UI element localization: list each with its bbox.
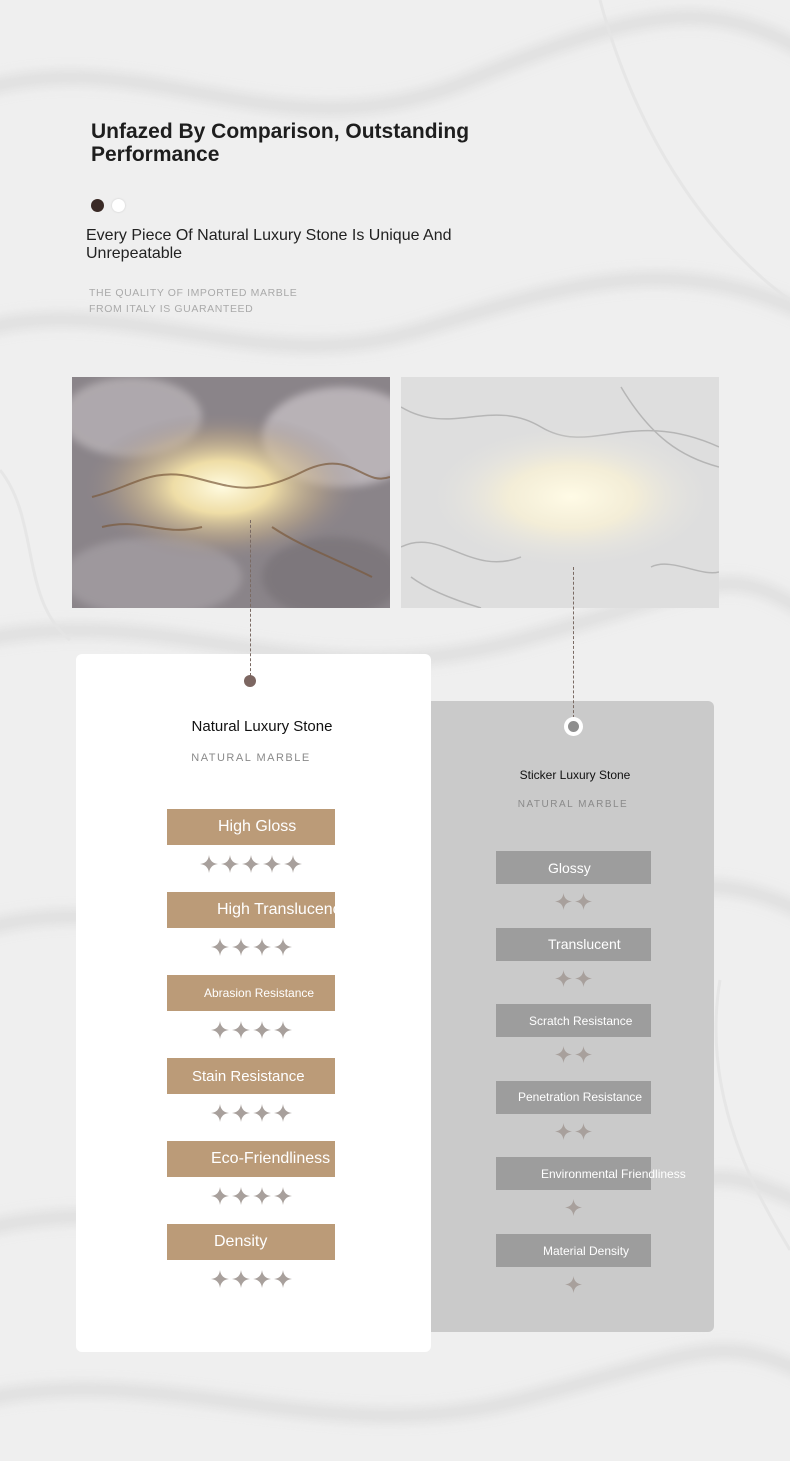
sticker-feature-rating (555, 970, 592, 987)
sticker-feature-label: Environmental Friendliness (541, 1166, 686, 1181)
sticker-connector-line (573, 567, 574, 718)
natural-feature-rating (211, 1104, 292, 1122)
star-icon (253, 938, 271, 956)
natural-feature-label: Density (214, 1233, 268, 1250)
sticker-feature-tag (496, 1157, 686, 1190)
star-icon (211, 1187, 229, 1205)
sticker-card-title: Sticker Luxury Stone (519, 768, 631, 782)
sticker-feature-label: Scratch Resistance (529, 1013, 633, 1028)
star-icon (555, 893, 572, 910)
star-icon (274, 938, 292, 956)
carousel-dots (91, 199, 125, 212)
star-icon (232, 1187, 250, 1205)
natural-feature-tag (167, 892, 349, 928)
sticker-feature-rating (565, 1199, 582, 1216)
natural-feature-rating (211, 1270, 292, 1288)
natural-feature-tag (167, 975, 335, 1011)
star-icon (575, 1123, 592, 1140)
sticker-feature-label: Material Density (543, 1243, 630, 1258)
natural-feature-tag (167, 1141, 335, 1177)
sticker-feature-tag (496, 1081, 651, 1114)
star-icon (211, 1021, 229, 1039)
section-subheadline: Every Piece Of Natural Luxury Stone Is Unique And Unrepeatable (86, 227, 452, 262)
sticker-marker-dot (564, 717, 583, 736)
carousel-dot-active[interactable] (91, 199, 104, 212)
sticker-feature-rating (555, 1046, 592, 1063)
star-icon (253, 1187, 271, 1205)
star-icon (253, 1021, 271, 1039)
natural-feature-tag (167, 809, 335, 845)
star-icon (253, 1270, 271, 1288)
star-icon (274, 1021, 292, 1039)
natural-feature-tag (167, 1058, 335, 1094)
star-icon (221, 855, 239, 873)
star-icon (555, 1123, 572, 1140)
sticker-feature-rating (555, 1123, 592, 1140)
star-icon (263, 855, 281, 873)
star-icon (232, 1270, 250, 1288)
sticker-feature-tag (496, 851, 651, 884)
natural-card-title: Natural Luxury Stone (191, 718, 333, 735)
sticker-feature-label: Penetration Resistance (518, 1090, 643, 1105)
sticker-card-subtitle: NATURAL MARBLE (517, 799, 629, 810)
section-headline: Unfazed By Comparison, Outstanding Performance (91, 120, 470, 166)
natural-feature-rating (211, 938, 292, 956)
star-icon (211, 938, 229, 956)
natural-feature-label: Eco-Friendliness (211, 1150, 331, 1167)
star-icon (575, 893, 592, 910)
natural-feature-tag (167, 1224, 335, 1260)
star-icon (555, 1046, 572, 1063)
star-icon (211, 1270, 229, 1288)
star-icon (284, 855, 302, 873)
star-icon (200, 855, 218, 873)
sticker-feature-rating (555, 893, 592, 910)
star-icon (274, 1104, 292, 1122)
natural-card-subtitle: NATURAL MARBLE (191, 752, 311, 764)
star-icon (575, 970, 592, 987)
natural-feature-label: High Gloss (218, 818, 297, 835)
star-icon (565, 1276, 582, 1293)
sticker-feature-label: Glossy (548, 859, 591, 876)
natural-feature-label: Abrasion Resistance (204, 986, 315, 1000)
star-icon (211, 1104, 229, 1122)
star-icon (232, 1104, 250, 1122)
sticker-feature-label: Translucent (548, 936, 621, 953)
sticker-feature-tag (496, 928, 651, 961)
natural-stone-photo (72, 377, 390, 608)
natural-marker-dot (244, 675, 256, 687)
star-icon (575, 1046, 592, 1063)
star-icon (274, 1187, 292, 1205)
section-caption: THE QUALITY OF IMPORTED MARBLE FROM ITALY IS GUARANTEED (89, 287, 298, 315)
sticker-stone-photo (401, 377, 719, 608)
natural-feature-rating (211, 1021, 292, 1039)
star-icon (242, 855, 260, 873)
star-icon (232, 1021, 250, 1039)
star-icon (565, 1199, 582, 1216)
star-icon (253, 1104, 271, 1122)
natural-connector-line (250, 520, 251, 676)
star-icon (274, 1270, 292, 1288)
star-icon (232, 938, 250, 956)
natural-feature-rating (200, 855, 302, 873)
sticker-feature-rating (565, 1276, 582, 1293)
star-icon (555, 970, 572, 987)
natural-feature-label: High Translucency (217, 901, 349, 918)
sticker-feature-tag (496, 1004, 651, 1037)
natural-feature-rating (211, 1187, 292, 1205)
carousel-dot-inactive[interactable] (112, 199, 125, 212)
natural-feature-label: Stain Resistance (192, 1067, 305, 1085)
sticker-feature-tag (496, 1234, 651, 1267)
